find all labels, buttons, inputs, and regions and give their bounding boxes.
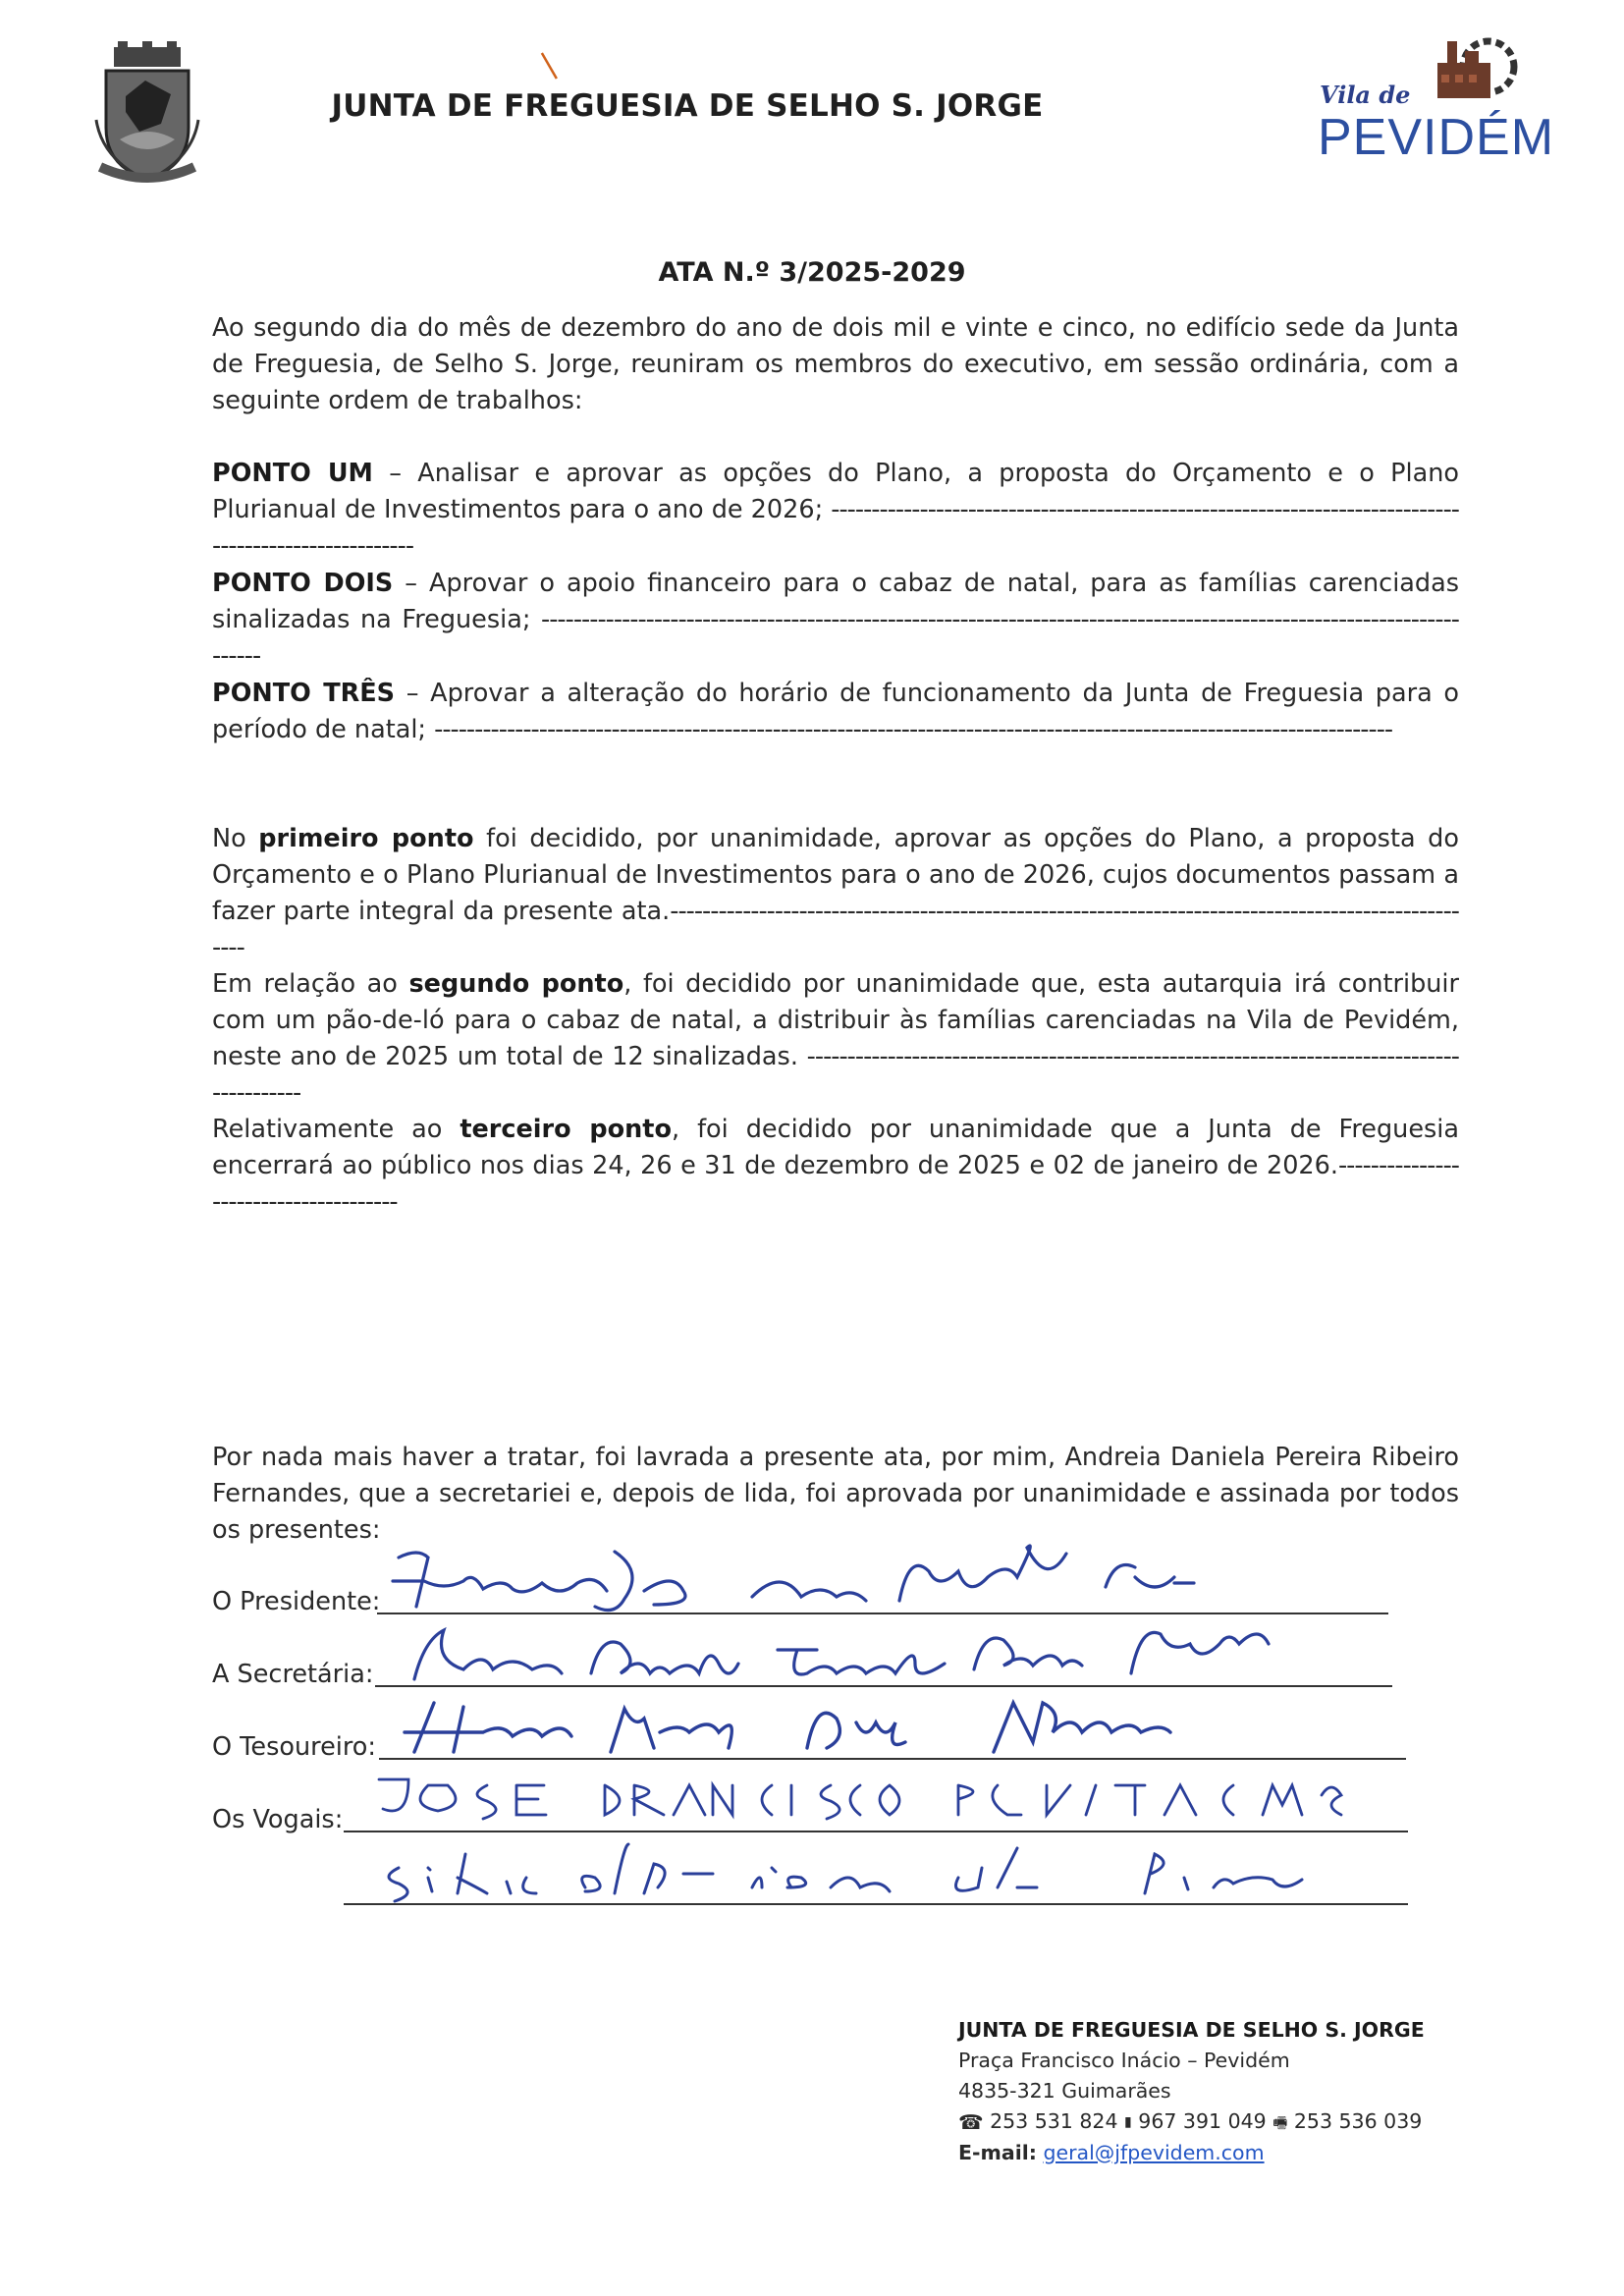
- secretary-signature: [385, 1620, 1367, 1689]
- phone-icon: ☎: [958, 2109, 984, 2134]
- treasurer-signature: [395, 1693, 1377, 1762]
- footer-contact-block: [958, 2015, 1449, 2168]
- header-title: JUNTA DE FREGUESIA DE SELHO S. JORGE: [331, 88, 1044, 124]
- agenda-item-text: – Aprovar o apoio financeiro para o cabaz de natal, para as famílias carenciadas sinalizadas na Freguesia;: [212, 569, 1460, 634]
- signature-label: Os Vogais:: [212, 1805, 344, 1834]
- agenda-item-label: PONTO UM: [212, 459, 373, 488]
- closing-paragraph: Por nada mais haver a tratar, foi lavrada a presente ata, por mim, Andreia Daniela Pereira Ribeiro Fernandes, que a secretariei e, depois de lida, foi aprovada por unanimidade e assinada por todos os presentes:: [212, 1443, 1459, 1545]
- footer-email-line: [958, 2138, 1449, 2168]
- parish-crest-logo: [90, 41, 204, 189]
- fax-icon: 🖷: [1272, 2112, 1288, 2132]
- factory-gear-icon: [1424, 33, 1522, 112]
- footer-mobile: 967 391 049: [1138, 2109, 1267, 2133]
- decision-paragraph-2: Em relação ao segundo ponto, foi decidido por unanimidade que, esta autarquia irá contribuir com um pão-de-ló para o cabaz de natal, a distribuir às famílias carenciadas na Vila de Pevidém, neste ano de 2025 um total de 12 sinalizadas. --------------------------------------------------------------------------------------------: [212, 969, 1459, 1108]
- signature-row-secretary: [212, 1634, 1459, 1693]
- signature-label: A Secretária:: [212, 1660, 374, 1689]
- footer-email-label: E-mail:: [958, 2140, 1037, 2164]
- document-title: ATA N.º 3/2025-2029: [658, 257, 966, 288]
- decision-point-label: terceiro ponto: [460, 1115, 672, 1144]
- signature-row-vogais: [212, 1779, 1459, 1838]
- footer-org-name: JUNTA DE FREGUESIA DE SELHO S. JORGE: [958, 2018, 1425, 2042]
- signature-label: O Tesoureiro:: [212, 1732, 376, 1762]
- agenda-item-1: PONTO UM – Analisar e aprovar as opções do Plano, a proposta do Orçamento e o Plano Plurianual de Investimentos para o ano de 2026; -------------------------------------------------------------------------------------------------------: [212, 459, 1459, 561]
- vogal-1-signature: [369, 1766, 1351, 1834]
- decision-point-label: primeiro ponto: [258, 824, 474, 853]
- agenda-item-label: PONTO TRÊS: [212, 679, 396, 708]
- mobile-icon: ▮: [1124, 2113, 1132, 2130]
- signature-row-treasurer: [212, 1707, 1459, 1766]
- agenda-item-2: PONTO DOIS – Aprovar o apoio financeiro para o cabaz de natal, para as famílias carenciadas sinalizadas na Freguesia; ------------------------------------------------------------------------------------------------------------------------: [212, 569, 1460, 671]
- footer-address-line-1: Praça Francisco Inácio – Pevidém: [958, 2049, 1290, 2072]
- logo-script-text: Vila de: [1320, 81, 1411, 109]
- signature-row-vogal-2: [212, 1852, 1459, 1911]
- signature-row-president: [212, 1561, 1459, 1620]
- decision-paragraph-3: Relativamente ao terceiro ponto, foi decidido por unanimidade que a Junta de Freguesia encerrará ao público nos dias 24, 26 e 31 de dezembro de 2025 e 02 de janeiro de 2026.--------------------------------------: [212, 1115, 1460, 1217]
- president-signature: [389, 1548, 1371, 1616]
- vogal-2-signature: [369, 1838, 1351, 1907]
- agenda-item-text: – Analisar e aprovar as opções do Plano, a proposta do Orçamento e o Plano Plurianual de Investimentos para o ano de 2026;: [212, 459, 1459, 524]
- footer-phones: [958, 2106, 1449, 2138]
- footer-phone: 253 531 824: [990, 2109, 1118, 2133]
- intro-paragraph: Ao segundo dia do mês de dezembro do ano de dois mil e vinte e cinco, no edifício sede da Junta de Freguesia, de Selho S. Jorge, reuniram os membros do executivo, em sessão ordinária, com a seguinte ordem de trabalhos:: [212, 313, 1459, 415]
- decision-paragraph-1: No primeiro ponto foi decidido, por unanimidade, aprovar as opções do Plano, a proposta do Orçamento e o Plano Plurianual de Investimentos para o ano de 2026, cujos documentos passam a fazer parte integral da presente ata.------------------------------------------------------------------------------------------------------: [212, 824, 1459, 962]
- decision-point-label: segundo ponto: [408, 969, 624, 999]
- decorative-mark-icon: ❘: [528, 43, 568, 85]
- footer-address-line-2: 4835-321 Guimarães: [958, 2079, 1171, 2103]
- signature-label: O Presidente:: [212, 1587, 381, 1616]
- footer-email-link[interactable]: geral@jfpevidem.com: [1043, 2140, 1265, 2164]
- vila-pevidem-logo: [1306, 33, 1571, 171]
- footer-fax: 253 536 039: [1293, 2109, 1423, 2133]
- agenda-item-3: PONTO TRÊS – Aprovar a alteração do horário de funcionamento da Junta de Freguesia para o período de natal; -----------------------------------------------------------------------------------------------------------------------: [212, 679, 1459, 744]
- agenda-item-label: PONTO DOIS: [212, 569, 394, 598]
- agenda-item-text: – Aprovar a alteração do horário de funcionamento da Junta de Freguesia para o período de natal;: [212, 679, 1459, 744]
- logo-name-text: PEVIDÉM: [1318, 109, 1555, 166]
